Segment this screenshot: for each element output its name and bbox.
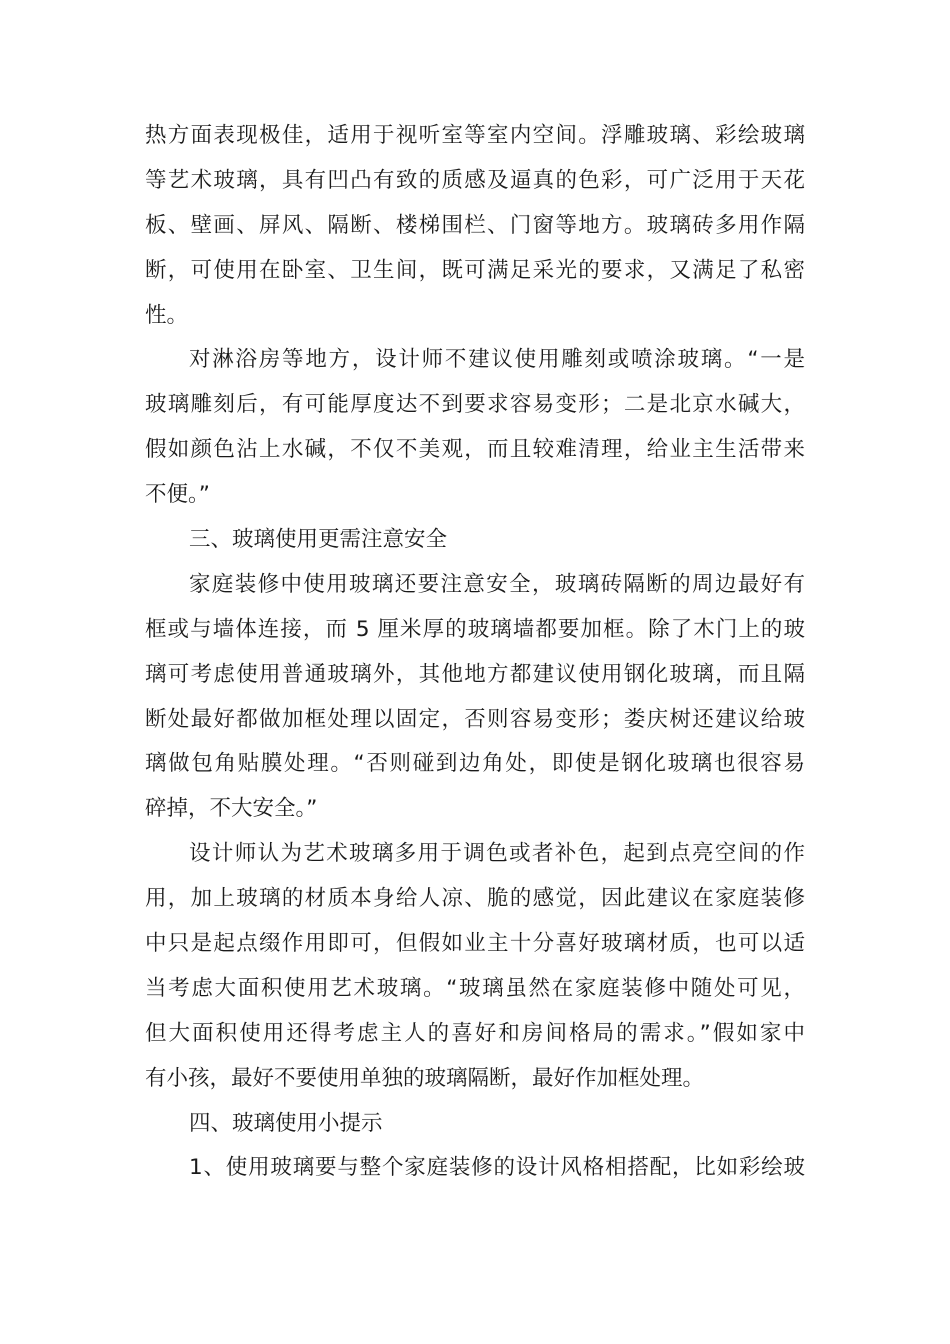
text-line: 热方面表现极佳，适用于视听室等室内空间。浮雕玻璃、彩绘玻璃 (145, 123, 805, 148)
paragraph (145, 1146, 805, 1191)
section-heading (145, 518, 805, 563)
text-line: 中只是起点缀作用即可，但假如业主十分喜好玻璃材质，也可以适 (145, 931, 805, 957)
paragraph (145, 563, 805, 832)
text-line: 性。 (145, 302, 189, 328)
section-heading (145, 1102, 805, 1147)
text-line: 家庭装修中使用玻璃还要注意安全，玻璃砖隔断的周边最好有 (189, 571, 805, 597)
text-line: 等艺术玻璃，具有凹凸有致的质感及逼真的色彩，可广泛用于天花 (145, 167, 805, 193)
text-line: 断，可使用在卧室、卫生间，既可满足采光的要求，又满足了私密 (145, 257, 805, 283)
paragraph (145, 338, 805, 518)
text-line: 1、使用玻璃要与整个家庭装修的设计风格相搭配，比如彩绘玻 (189, 1155, 805, 1181)
text-line: 璃做包角贴膜处理。“否则碰到边角处，即使是钢化玻璃也很容易 (145, 751, 805, 777)
text-line: 框或与墙体连接，而 5 厘米厚的玻璃墙都要加框。除了木门上的玻 (145, 616, 805, 642)
text-line: 用，加上玻璃的材质本身给人凉、脆的感觉，因此建议在家庭装修 (145, 886, 805, 912)
text-line: 板、壁画、屏风、隔断、楼梯围栏、门窗等地方。玻璃砖多用作隔 (145, 212, 805, 238)
section-heading-text: 四、玻璃使用小提示 (189, 1110, 383, 1136)
paragraph (145, 832, 805, 1101)
text-line: 璃可考虑使用普通玻璃外，其他地方都建议使用钢化玻璃，而且隔 (145, 661, 805, 687)
text-line: 有小孩，最好不要使用单独的玻璃隔断，最好作加框处理。 (145, 1065, 705, 1091)
text-line: 碎掉，不大安全。” (145, 796, 318, 822)
text-line: 当考虑大面积使用艺术玻璃。“玻璃虽然在家庭装修中随处可见， (145, 975, 805, 1001)
text-line: 但大面积使用还得考虑主人的喜好和房间格局的需求。”假如家中 (145, 1020, 805, 1046)
paragraph (145, 114, 805, 338)
text-line: 玻璃雕刻后，有可能厚度达不到要求容易变形；二是北京水碱大， (145, 392, 805, 418)
document-body (145, 114, 805, 1191)
text-line: 假如颜色沾上水碱，不仅不美观，而且较难清理，给业主生活带来 (145, 437, 805, 463)
text-line: 不便。” (145, 482, 210, 508)
text-line: 断处最好都做加框处理以固定，否则容易变形；娄庆树还建议给玻 (145, 706, 805, 732)
text-line: 对淋浴房等地方，设计师不建议使用雕刻或喷涂玻璃。“一是 (189, 347, 805, 373)
section-heading-text: 三、玻璃使用更需注意安全 (189, 527, 448, 553)
text-line: 设计师认为艺术玻璃多用于调色或者补色，起到点亮空间的作 (189, 841, 805, 867)
